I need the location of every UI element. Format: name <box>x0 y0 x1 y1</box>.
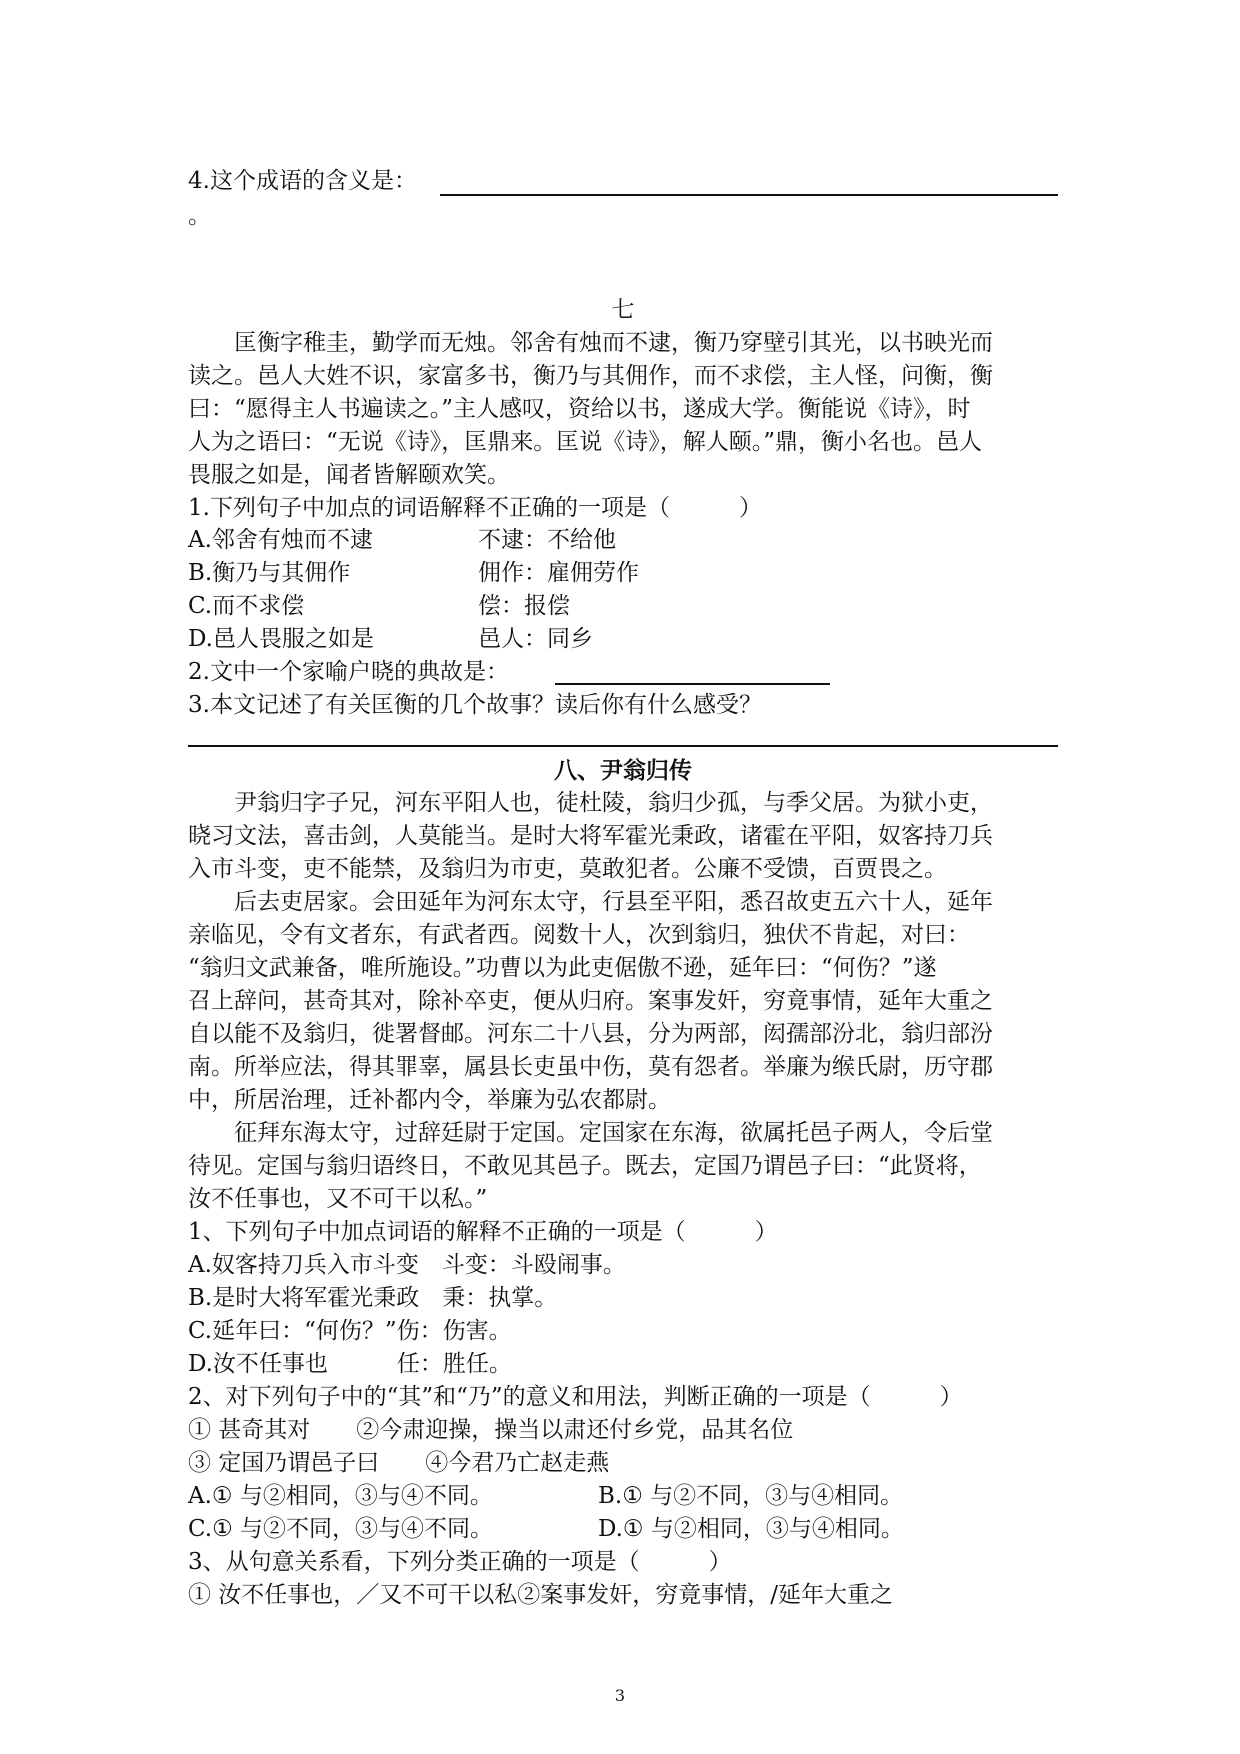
q4-label: 4.这个成语的含义是： <box>188 168 417 194</box>
sec7-passage-line: 读之。邑人大姓不识，家富多书，衡乃与其佣作，而不求偿，主人怪，问衡，衡 <box>188 363 993 389</box>
sec8-passage-line: 中，所居治理，迁补都内令，举廉为弘农都尉。 <box>188 1087 671 1113</box>
option-text: B.衡乃与其佣作 <box>188 560 351 586</box>
sec8-passage-line: 汝不任事也，又不可干以私。” <box>188 1186 488 1212</box>
sec8-q1-option-c: C.延年曰：“何伤？”伤：伤害。 <box>188 1318 512 1344</box>
sec8-passage-line: 南。所举应法，得其罪辜，属县长吏虽中伤，莫有怨者。举廉为缑氏尉，历守郡 <box>188 1054 993 1080</box>
sec8-passage-line: 晓习文法，喜击剑，人莫能当。是时大将军霍光秉政，诸霍在平阳，奴客持刀兵 <box>188 823 993 849</box>
option-text: C.而不求偿 <box>188 593 305 619</box>
sec8-passage-line: 自以能不及翁归，徙署督邮。河东二十八县，分为两部，闳孺部汾北，翁归部汾 <box>188 1021 993 1047</box>
q4-answer-blank[interactable] <box>440 194 1058 196</box>
sec8-q2-item: ③ 定国乃谓邑子曰 ④今君乃亡赵走燕 <box>188 1450 610 1476</box>
sec8-q2-options-row <box>188 1513 1058 1546</box>
option-note: 佣作：雇佣劳作 <box>478 560 639 586</box>
sec7-q1-option-d <box>188 623 1058 656</box>
section-divider <box>188 745 1058 747</box>
sec8-passage-line: 尹翁归字子兄，河东平阳人也，徒杜陵，翁归少孤，与季父居。为狱小吏， <box>188 790 993 816</box>
sec8-passage-line: 亲临见，令有文者东，有武者西。阅数十人，次到翁归，独伏不肯起，对曰： <box>188 922 970 948</box>
option-text: A.① 与②相同，③与④不同。 <box>188 1483 493 1509</box>
sec8-q3: 3、从句意关系看，下列分类正确的一项是（ ） <box>188 1549 732 1575</box>
option-text: A.邻舍有烛而不逮 <box>188 527 373 553</box>
sec7-passage-line: 人为之语曰：“无说《诗》，匡鼎来。匡说《诗》，解人颐。”鼎，衡小名也。邑人 <box>188 429 983 455</box>
sec8-passage-line: 入市斗变，吏不能禁，及翁归为市吏，莫敢犯者。公廉不受馈，百贾畏之。 <box>188 856 947 882</box>
sec8-q1-option-a: A.奴客持刀兵入市斗变 斗变：斗殴闹事。 <box>188 1252 626 1278</box>
option-note: 偿：报偿 <box>478 593 570 619</box>
sec7-q1-option-a <box>188 524 1058 557</box>
sec7-q2: 2.文中一个家喻户晓的典故是： <box>188 659 509 685</box>
option-text: D.邑人畏服之如是 <box>188 626 374 652</box>
sec8-q1-option-b: B.是时大将军霍光秉政 秉：执掌。 <box>188 1285 558 1311</box>
sec8-passage-line: 召上辞问，甚奇其对，除补卒吏，便从归府。案事发奸，穷竟事情，延年大重之 <box>188 988 993 1014</box>
sec7-q1-option-c <box>188 590 1058 623</box>
sec8-q2-item: ① 甚奇其对 ②今肃迎操，操当以肃还付乡党，品其名位 <box>188 1417 794 1443</box>
page-number: 3 <box>614 1686 626 1705</box>
q4-period: 。 <box>188 203 211 229</box>
sec8-passage-line: 征拜东海太守，过辞廷尉于定国。定国家在东海，欲属托邑子两人，令后堂 <box>188 1120 993 1146</box>
sec7-passage-line: 畏服之如是，闻者皆解颐欢笑。 <box>188 462 510 488</box>
sec7-q1-option-b <box>188 557 1058 590</box>
sec7-passage-line: 曰：“愿得主人书遍读之。”主人感叹，资给以书，遂成大学。衡能说《诗》，时 <box>188 396 971 422</box>
sec8-q3-items: ① 汝不任事也，／又不可干以私②案事发奸，穷竟事情，/延年大重之 <box>188 1582 894 1608</box>
sec8-q2-options-row <box>188 1480 1058 1513</box>
sec8-q1: 1、下列句子中加点词语的解释不正确的一项是（ ） <box>188 1219 778 1245</box>
option-note: 邑人：同乡 <box>478 626 593 652</box>
sec8-passage-line: 待见。定国与翁归语终日，不敢见其邑子。既去，定国乃谓邑子曰：“此贤将， <box>188 1153 982 1179</box>
sec8-q2: 2、对下列句子中的“其”和“乃”的意义和用法，判断正确的一项是（ ） <box>188 1384 963 1410</box>
section7-heading: 七 <box>611 297 635 323</box>
option-note: 不逮：不给他 <box>478 527 616 553</box>
sec7-q2-answer-blank[interactable] <box>555 683 830 685</box>
sec7-q1: 1.下列句子中加点的词语解释不正确的一项是（ ） <box>188 495 762 521</box>
option-text: D.① 与②相同，③与④相同。 <box>598 1516 904 1542</box>
section8-heading: 八、尹翁归传 <box>554 757 692 784</box>
sec8-passage-line: 后去吏居家。会田延年为河东太守，行县至平阳，悉召故吏五六十人，延年 <box>188 889 993 915</box>
option-text: C.① 与②不同，③与④不同。 <box>188 1516 494 1542</box>
sec7-q3: 3.本文记述了有关匡衡的几个故事？读后你有什么感受？ <box>188 692 762 718</box>
sec8-q1-option-d: D.汝不任事也 任：胜任。 <box>188 1351 512 1377</box>
sec7-passage-line: 匡衡字稚圭，勤学而无烛。邻舍有烛而不逮，衡乃穿壁引其光，以书映光而 <box>188 330 993 356</box>
option-text: B.① 与②不同，③与④相同。 <box>598 1483 904 1509</box>
sec8-passage-line: “翁归文武兼备，唯所施设。”功曹以为此吏倨傲不逊，延年曰：“何伤？”遂 <box>188 955 937 981</box>
